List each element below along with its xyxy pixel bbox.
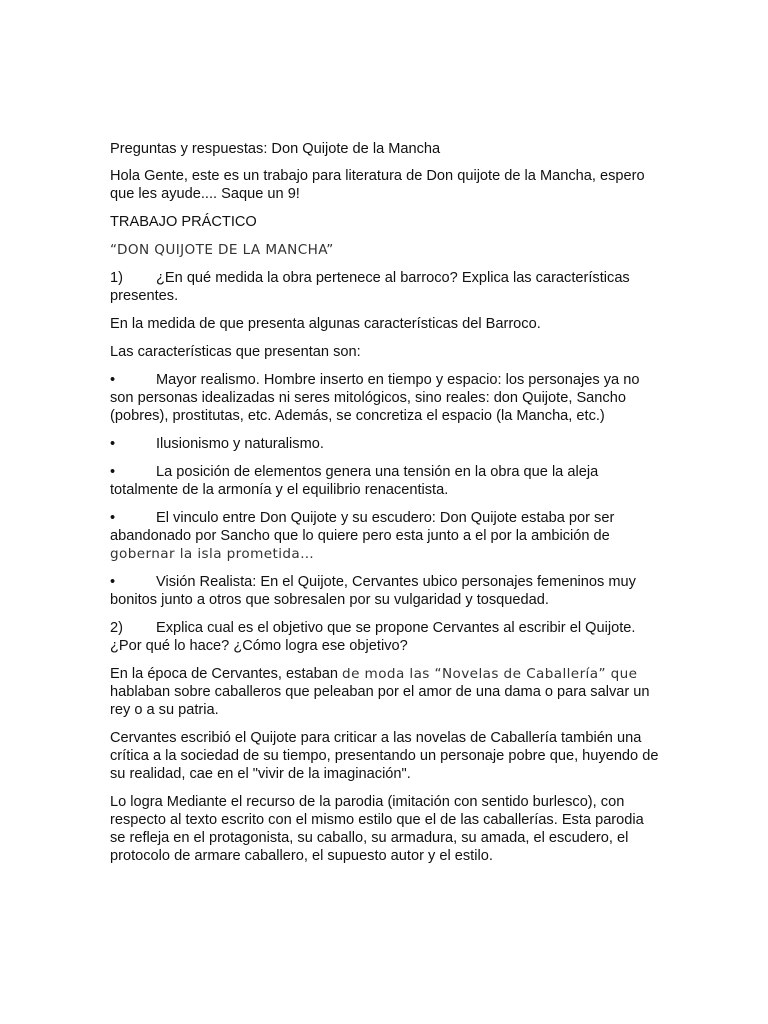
section-heading: TRABAJO PRÁCTICO [110, 214, 257, 230]
answer-2-paragraph-3: Lo logra Mediante el recurso de la parodia (imitación con sentido burlesco), con respecto al texto escrito con el mismo estilo que el de las caballerías. Esta parodia se refleja en el protagonista, su caballo, su armadura, su amada, el escudero, el protocolo de armare caballero, el supuesto autor y el estilo. [110, 794, 644, 864]
bullet-item [110, 463, 662, 499]
section-subheading: “DON QUIJOTE DE LA MANCHA” [110, 242, 334, 258]
answer-1-intro: En la medida de que presenta algunas características del Barroco. [110, 316, 541, 332]
answer-2-p1-start: En la época de Cervantes, estaban [110, 666, 343, 682]
document-body [110, 140, 662, 875]
answer-1-lead: Las características que presentan son: [110, 344, 361, 360]
document-title: Preguntas y respuestas: Don Quijote de la Mancha [110, 141, 441, 157]
bullet-text: Visión Realista: En el Quijote, Cervantes ubico personajes femeninos muy bonitos junto a otros que sobresalen por su vulgaridad y tosquedad. [110, 574, 636, 608]
answer-2-p1-end: hablaban sobre caballeros que peleaban por el amor de una dama o para salvar un rey o a su patria. [110, 684, 650, 718]
bullet-text-continuation: gobernar la isla prometida… [110, 546, 315, 562]
bullet-marker: • [110, 510, 116, 526]
intro-paragraph: Hola Gente, este es un trabajo para literatura de Don quijote de la Mancha, espero que les ayude.... Saque un 9! [110, 168, 645, 202]
bullet-text: Mayor realismo. Hombre inserto en tiempo y espacio: los personajes ya no son personas idealizadas ni seres mitológicos, sino reales: don Quijote, Sancho (pobres), prostitutas, etc. Además, se concretiza el espacio (la Mancha, etc.) [110, 372, 640, 424]
question-2-text: Explica cual es el objetivo que se propone Cervantes al escribir el Quijote. ¿Por qué lo hace? ¿Cómo logra ese objetivo? [110, 620, 636, 654]
question-2 [110, 619, 662, 655]
question-1-number: 1) [110, 270, 123, 286]
bullet-item [110, 509, 662, 563]
answer-2-p1-highlight: de moda las “Novelas de Caballería” que [342, 666, 638, 682]
answer-2-paragraph-2: Cervantes escribió el Quijote para criticar a las novelas de Caballería también una crítica a la sociedad de su tiempo, presentando un personaje pobre que, huyendo de su realidad, cae en el "vivir de la imaginación". [110, 730, 659, 782]
bullet-item [110, 573, 662, 609]
bullet-marker: • [110, 436, 116, 452]
question-2-number: 2) [110, 620, 123, 636]
bullet-text: Ilusionismo y naturalismo. [156, 436, 324, 452]
question-1-text: ¿En qué medida la obra pertenece al barroco? Explica las características presentes. [110, 270, 630, 304]
bullet-marker: • [110, 372, 116, 388]
question-1 [110, 269, 662, 305]
bullet-text: El vinculo entre Don Quijote y su escudero: Don Quijote estaba por ser abandonado por Sancho que lo quiere pero esta junto a el por la ambición de [110, 510, 615, 544]
bullet-text: La posición de elementos genera una tensión en la obra que la aleja totalmente de la armonía y el equilibrio renacentista. [110, 464, 599, 498]
answer-2-paragraph-1 [110, 665, 662, 719]
bullet-marker: • [110, 464, 116, 480]
bullet-item [110, 435, 662, 453]
bullet-marker: • [110, 574, 116, 590]
bullet-item [110, 371, 662, 425]
